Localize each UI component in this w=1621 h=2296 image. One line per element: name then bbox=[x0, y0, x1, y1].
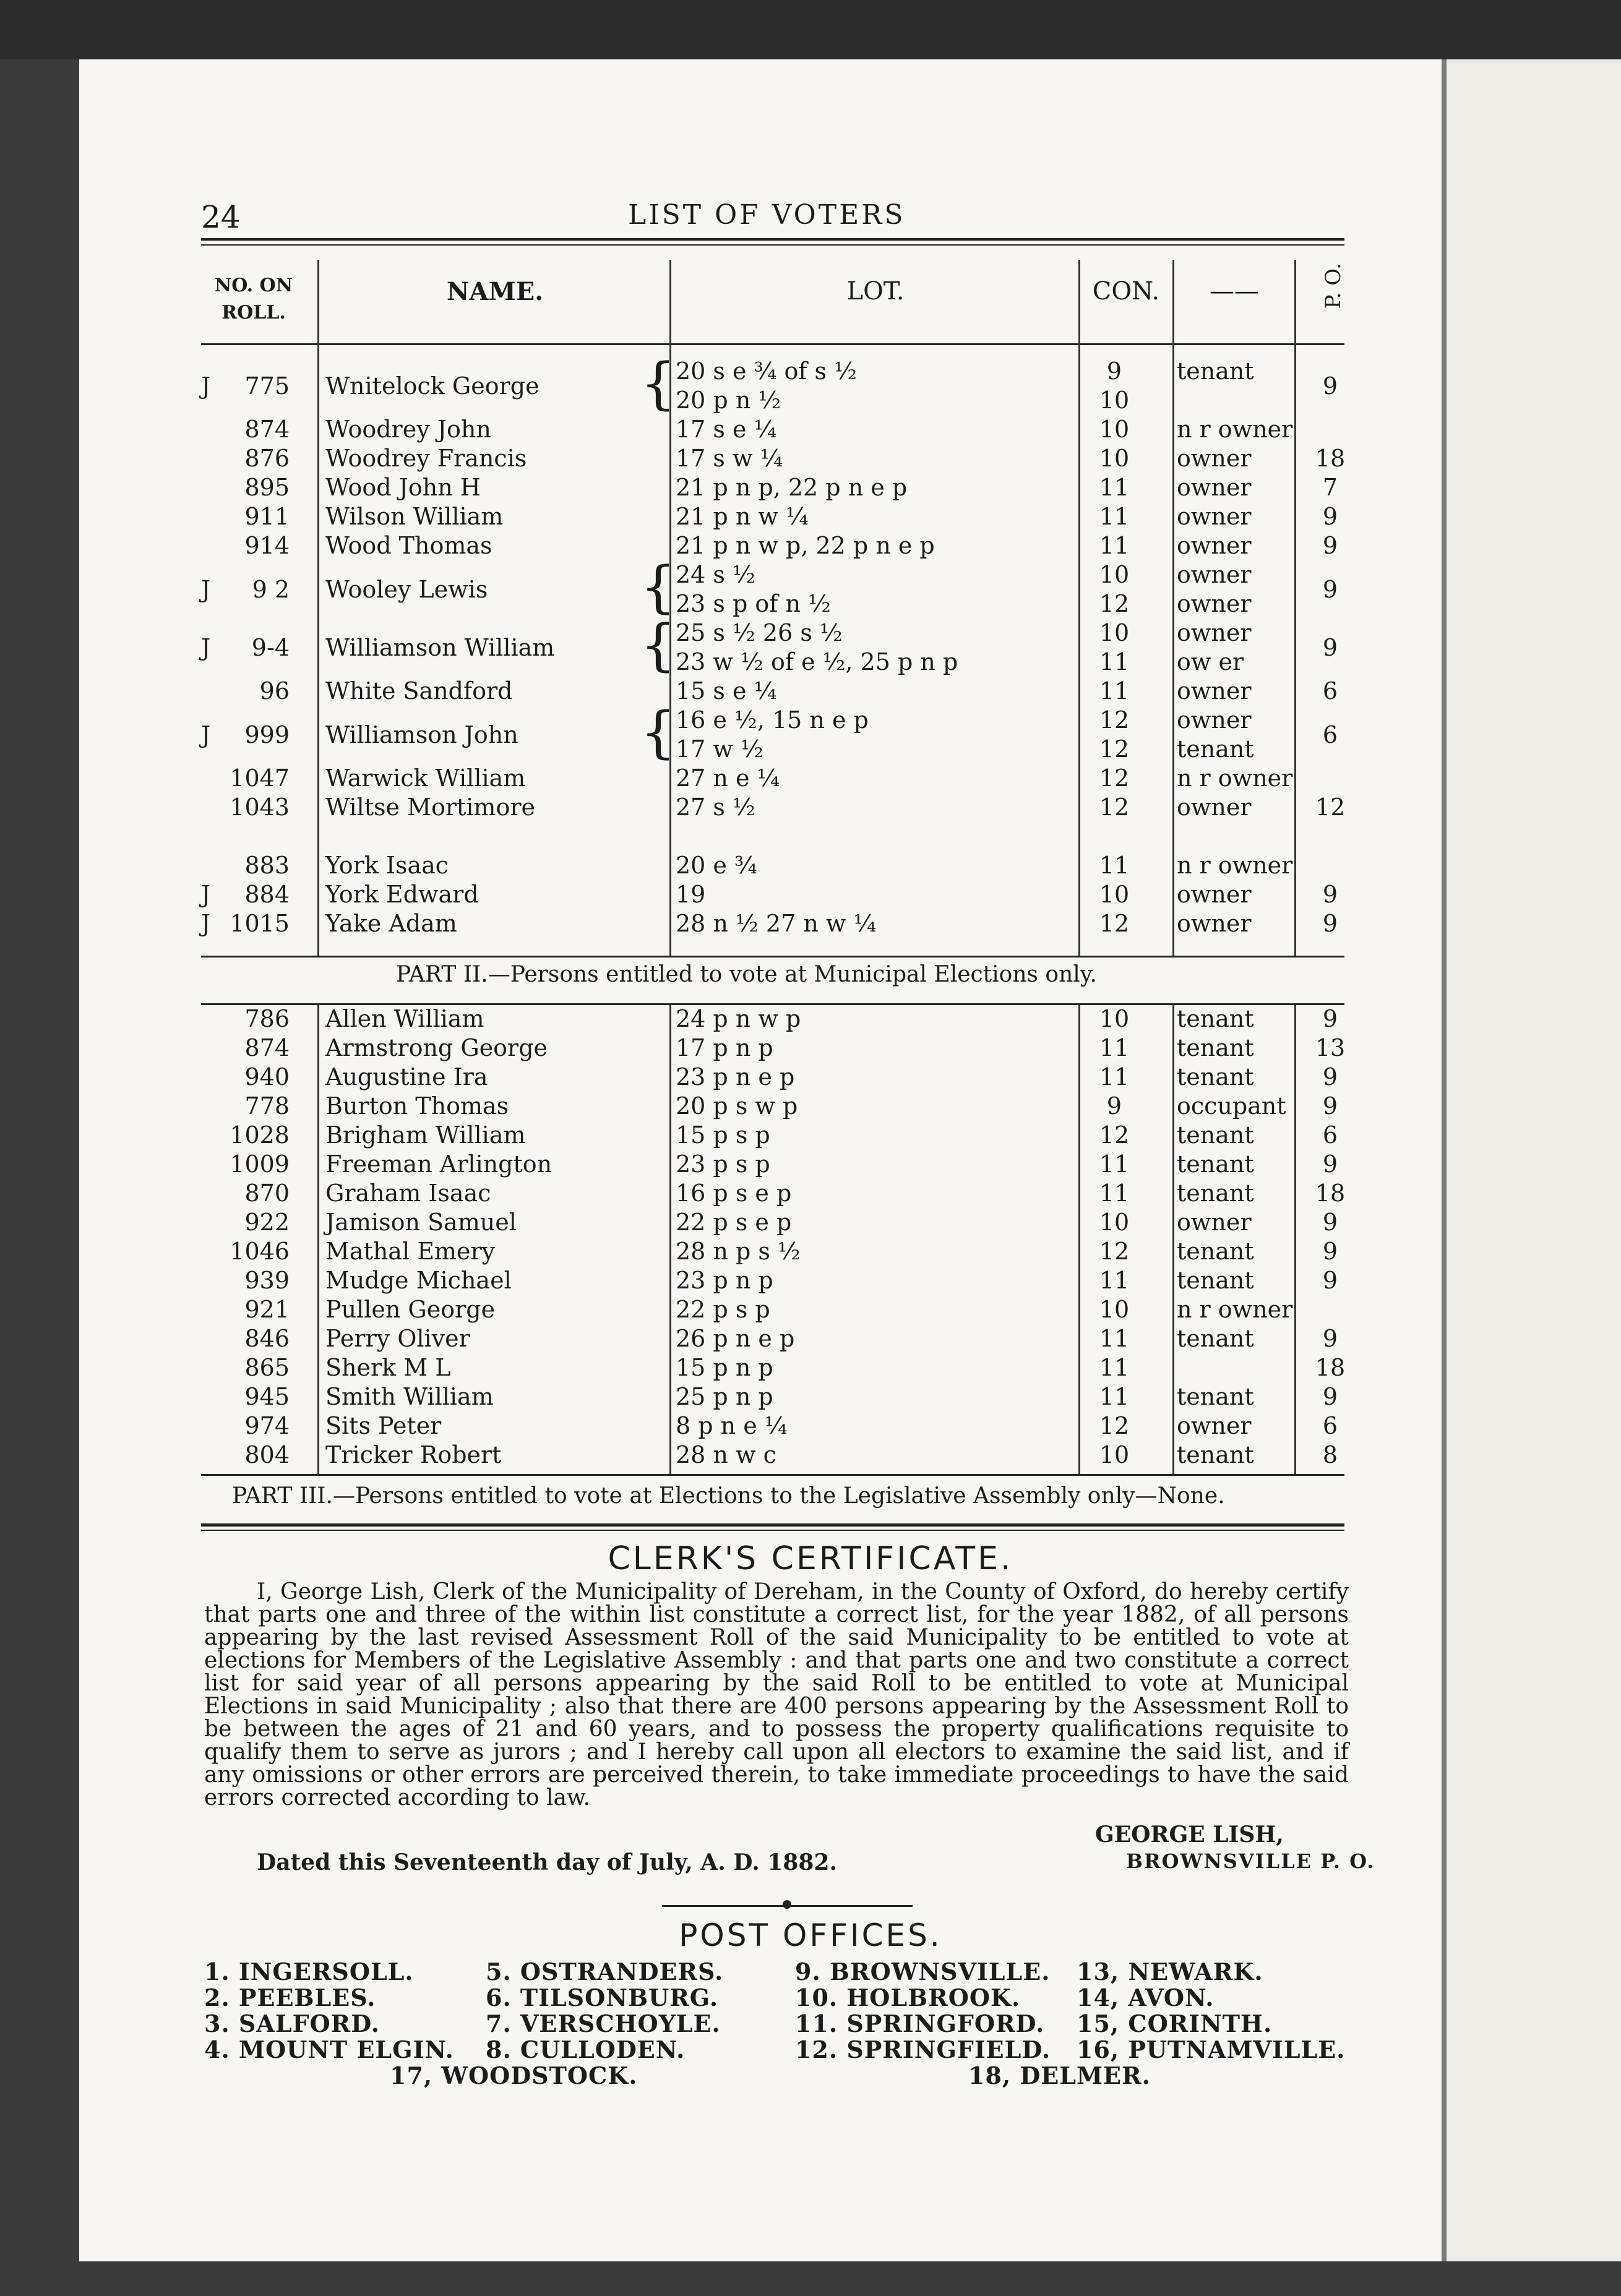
post-office-number: 9 bbox=[1322, 575, 1338, 603]
voter-name: Jamison Samuel bbox=[325, 1209, 517, 1236]
voter-name: Wiltse Mortimore bbox=[325, 794, 535, 821]
post-office-item: 6. TILSONBURG. bbox=[486, 1984, 719, 2011]
certificate-text: I, George Lish, Clerk of the Municipality of Dereham, in the County of Oxford, do hereby certify that parts one and three of the within list constitute a correct list, for the year 1882, of all persons appearing by the last revised Assessment Roll of the said Municipality to be entitled to vote at elections for Members of the Legislative Assembly : and that parts one and two constitute a correct list for said year of all persons appearing by the said Roll to be entitled to vote at Municipal Elections in said Municipality ; also that there are 400 persons appearing by the Assessment Roll to be between the ages of 21 and 60 years, and to possess the property qualifications requisite to qualify them to serve as jurors ; and I hereby call upon all electors to examine the said list, and if any omissions or other errors are perceived therein, to take immediate proceedings to have the said errors corrected according to law. bbox=[204, 1579, 1349, 1810]
post-office-number: 9 bbox=[1322, 1005, 1338, 1032]
status: owner bbox=[1177, 1412, 1252, 1439]
post-office-number: 18 bbox=[1315, 1354, 1346, 1381]
head-rule-top-thin bbox=[201, 244, 1344, 246]
header-no-on-roll bbox=[201, 272, 306, 327]
lot: 20 s e ¾ of s ½ bbox=[676, 358, 857, 385]
roll-number: 940 bbox=[244, 1063, 290, 1090]
part2-row bbox=[0, 1063, 1621, 1092]
lot: 15 s e ¼ bbox=[676, 677, 777, 705]
header-name: NAME. bbox=[446, 277, 544, 306]
status: owner bbox=[1177, 677, 1252, 705]
concession: 11 bbox=[1099, 852, 1130, 879]
post-office-number: 12 bbox=[1315, 794, 1346, 821]
status: n r owner bbox=[1177, 416, 1293, 443]
lot: 16 p s e p bbox=[676, 1180, 792, 1207]
lot: 24 p n w p bbox=[676, 1005, 801, 1032]
lot: 17 s e ¼ bbox=[676, 416, 777, 443]
concession: 11 bbox=[1099, 1063, 1130, 1090]
part2-row bbox=[0, 1209, 1621, 1238]
voter-name: Yake Adam bbox=[325, 910, 457, 937]
part2-row bbox=[0, 1267, 1621, 1296]
voter-name: Graham Isaac bbox=[325, 1180, 491, 1207]
part1-subrow bbox=[0, 735, 1621, 765]
lot: 20 p s w p bbox=[676, 1092, 798, 1120]
part1-subrow bbox=[0, 706, 1621, 735]
concession: 10 bbox=[1099, 1005, 1130, 1032]
part2-row bbox=[0, 1005, 1621, 1034]
status: tenant bbox=[1177, 358, 1254, 385]
concession: 12 bbox=[1099, 735, 1130, 763]
juror-mark: J bbox=[201, 721, 211, 748]
lot: 22 p s p bbox=[676, 1296, 770, 1323]
page-number: 24 bbox=[201, 199, 241, 235]
juror-mark: J bbox=[201, 575, 211, 603]
post-office-number: 9 bbox=[1322, 881, 1338, 908]
post-office-number: 6 bbox=[1322, 721, 1338, 748]
part1-subrow bbox=[0, 387, 1621, 416]
lot: 22 p s e p bbox=[676, 1209, 792, 1236]
post-office-item: 18, DELMER. bbox=[968, 2062, 1151, 2089]
row-brace: { bbox=[640, 700, 676, 765]
part1-subrow bbox=[0, 765, 1621, 794]
lot: 21 p n w ¼ bbox=[676, 503, 809, 530]
roll-number: 883 bbox=[244, 852, 290, 879]
row-brace: { bbox=[640, 351, 676, 416]
po-divider-right bbox=[789, 1905, 913, 1907]
voter-name: Sits Peter bbox=[325, 1412, 442, 1439]
lot: 20 p n ½ bbox=[676, 387, 781, 414]
header-po: P. O. bbox=[1321, 263, 1346, 309]
post-office-number: 9 bbox=[1322, 503, 1338, 530]
status: tenant bbox=[1177, 1063, 1254, 1090]
status: owner bbox=[1177, 445, 1252, 472]
certificate-title: CLERK'S CERTIFICATE. bbox=[608, 1540, 1013, 1577]
part2-row bbox=[0, 1238, 1621, 1267]
concession: 9 bbox=[1106, 358, 1122, 385]
concession: 11 bbox=[1099, 532, 1130, 559]
lot: 25 s ½ 26 s ½ bbox=[676, 619, 843, 646]
status: tenant bbox=[1177, 1325, 1254, 1352]
post-office-number: 8 bbox=[1322, 1441, 1338, 1468]
lot: 17 p n p bbox=[676, 1034, 773, 1061]
roll-number: 911 bbox=[244, 503, 290, 530]
lot: 28 n w c bbox=[676, 1441, 776, 1468]
lot: 23 w ½ of e ½, 25 p n p bbox=[676, 648, 958, 675]
roll-number: 895 bbox=[244, 474, 290, 501]
voter-name: York Isaac bbox=[325, 852, 449, 879]
voter-name: Wnitelock George bbox=[325, 372, 540, 400]
roll-number: 884 bbox=[244, 881, 290, 908]
juror-mark: J bbox=[201, 372, 211, 400]
lot: 15 p n p bbox=[676, 1354, 773, 1381]
lot: 23 p s p bbox=[676, 1150, 770, 1178]
concession: 10 bbox=[1099, 1296, 1130, 1323]
post-office-number: 9 bbox=[1322, 1209, 1338, 1236]
part1-subrow bbox=[0, 881, 1621, 910]
part2-row bbox=[0, 1034, 1621, 1063]
lot: 21 p n p, 22 p n e p bbox=[676, 474, 908, 501]
voter-name: Wilson William bbox=[325, 503, 504, 530]
po-divider-left bbox=[662, 1905, 786, 1907]
post-office-item: 5. OSTRANDERS. bbox=[486, 1958, 724, 1985]
concession: 11 bbox=[1099, 1267, 1130, 1294]
status: tenant bbox=[1177, 1238, 1254, 1265]
post-office-item: 11. SPRINGFORD. bbox=[795, 2010, 1045, 2037]
header-no-on-roll-line2: ROLL. bbox=[221, 302, 286, 323]
header-con: CON. bbox=[1092, 277, 1160, 306]
roll-number: 9 2 bbox=[252, 575, 290, 603]
status: occupant bbox=[1177, 1092, 1286, 1120]
roll-number: 775 bbox=[244, 372, 290, 400]
post-office-item: 2. PEEBLES. bbox=[204, 1984, 376, 2011]
status: owner bbox=[1177, 503, 1252, 530]
concession: 11 bbox=[1099, 1180, 1130, 1207]
voter-name: Wood Thomas bbox=[325, 532, 492, 559]
part2-row bbox=[0, 1121, 1621, 1150]
post-office-number: 9 bbox=[1322, 1150, 1338, 1178]
status: owner bbox=[1177, 474, 1252, 501]
roll-number: 9-4 bbox=[251, 633, 290, 661]
concession: 11 bbox=[1099, 1354, 1130, 1381]
concession: 11 bbox=[1099, 1034, 1130, 1061]
roll-number: 874 bbox=[244, 1034, 290, 1061]
post-office-number: 6 bbox=[1322, 677, 1338, 705]
lot: 28 n ½ 27 n w ¼ bbox=[676, 910, 877, 937]
part2-row bbox=[0, 1150, 1621, 1180]
roll-number: 870 bbox=[244, 1180, 290, 1207]
post-office-number: 18 bbox=[1315, 1180, 1346, 1207]
roll-number: 876 bbox=[244, 445, 290, 472]
concession: 12 bbox=[1099, 1238, 1130, 1265]
post-office-number: 9 bbox=[1322, 633, 1338, 661]
post-office-number: 9 bbox=[1322, 910, 1338, 937]
voter-name: Smith William bbox=[325, 1383, 494, 1410]
roll-number: 874 bbox=[244, 416, 290, 443]
roll-number: 999 bbox=[244, 721, 290, 748]
concession: 12 bbox=[1099, 910, 1130, 937]
voter-name: Allen William bbox=[325, 1005, 484, 1032]
roll-number: 846 bbox=[244, 1325, 290, 1352]
lot: 27 n e ¼ bbox=[676, 765, 780, 792]
roll-number: 1047 bbox=[230, 765, 290, 792]
part1-subrow bbox=[0, 910, 1621, 939]
lot: 8 p n e ¼ bbox=[676, 1412, 788, 1439]
part2-row bbox=[0, 1383, 1621, 1412]
status: owner bbox=[1177, 532, 1252, 559]
post-office-item: 3. SALFORD. bbox=[204, 2010, 381, 2037]
roll-number: 804 bbox=[244, 1441, 290, 1468]
head-rule-top bbox=[201, 238, 1344, 241]
concession: 10 bbox=[1099, 881, 1130, 908]
status: tenant bbox=[1177, 1441, 1254, 1468]
post-offices-title: POST OFFICES. bbox=[679, 1917, 942, 1953]
post-office-item: 7. VERSCHOYLE. bbox=[486, 2010, 721, 2037]
roll-number: 939 bbox=[244, 1267, 290, 1294]
concession: 10 bbox=[1099, 619, 1130, 646]
post-office-number: 9 bbox=[1322, 532, 1338, 559]
post-office-item: 8. CULLODEN. bbox=[486, 2036, 686, 2063]
voter-name: Wooley Lewis bbox=[325, 575, 488, 603]
po-divider-dot bbox=[783, 1900, 791, 1909]
roll-number: 1028 bbox=[230, 1121, 290, 1149]
lot: 25 p n p bbox=[676, 1383, 773, 1410]
row-brace: { bbox=[640, 613, 676, 678]
part2-row bbox=[0, 1092, 1621, 1121]
lot: 27 s ½ bbox=[676, 794, 755, 821]
part1-subrow bbox=[0, 619, 1621, 648]
part1-subrow bbox=[0, 358, 1621, 387]
concession: 10 bbox=[1099, 445, 1130, 472]
part2-end-rule bbox=[201, 1474, 1344, 1476]
voter-name: Burton Thomas bbox=[325, 1092, 509, 1120]
part2-heading: PART II.—Persons entitled to vote at Municipal Elections only. bbox=[396, 962, 1097, 987]
part3-heading: PART III.—Persons entitled to vote at Elections to the Legislative Assembly only—None. bbox=[232, 1483, 1225, 1509]
part1-subrow bbox=[0, 852, 1621, 881]
status: owner bbox=[1177, 794, 1252, 821]
part1-subrow bbox=[0, 532, 1621, 561]
roll-number: 96 bbox=[259, 677, 290, 705]
certificate-body bbox=[204, 1580, 1349, 1809]
status: tenant bbox=[1177, 1034, 1254, 1061]
lot: 23 p n e p bbox=[676, 1063, 795, 1090]
header-no-on-roll-line1: NO. ON bbox=[214, 275, 293, 296]
status: tenant bbox=[1177, 1383, 1254, 1410]
lot: 19 bbox=[676, 881, 706, 908]
running-head: LIST OF VOTERS bbox=[628, 199, 906, 231]
status: owner bbox=[1177, 590, 1252, 617]
lot: 20 e ¾ bbox=[676, 852, 757, 879]
roll-number: 974 bbox=[244, 1412, 290, 1439]
post-office-number: 13 bbox=[1315, 1034, 1346, 1061]
roll-number: 1015 bbox=[230, 910, 290, 937]
part1-subrow bbox=[0, 590, 1621, 619]
voter-name: Armstrong George bbox=[325, 1034, 548, 1061]
certificate-date: Dated this Seventeenth day of July, A. D. 1882. bbox=[257, 1849, 838, 1875]
lot: 17 w ½ bbox=[676, 735, 763, 763]
status: tenant bbox=[1177, 1180, 1254, 1207]
post-office-item: 12. SPRINGFIELD. bbox=[795, 2036, 1051, 2063]
certificate-address: BROWNSVILLE P. O. bbox=[1126, 1849, 1375, 1873]
status: tenant bbox=[1177, 1150, 1254, 1178]
post-office-number: 7 bbox=[1322, 474, 1338, 501]
lot: 21 p n w p, 22 p n e p bbox=[676, 532, 935, 559]
concession: 9 bbox=[1106, 1092, 1122, 1120]
concession: 11 bbox=[1099, 1383, 1130, 1410]
part1-subrow bbox=[0, 503, 1621, 532]
lot: 28 n p s ½ bbox=[676, 1238, 801, 1265]
scan-border-top bbox=[0, 0, 1621, 59]
voter-name: Perry Oliver bbox=[325, 1325, 470, 1352]
roll-number: 1043 bbox=[230, 794, 290, 821]
voter-name: Mathal Emery bbox=[325, 1238, 496, 1265]
header-status: —— bbox=[1210, 277, 1259, 306]
status: n r owner bbox=[1177, 765, 1293, 792]
status: ow er bbox=[1177, 648, 1244, 675]
part1-subrow bbox=[0, 794, 1621, 823]
header-lot: LOT. bbox=[846, 277, 905, 306]
row-brace: { bbox=[640, 555, 676, 620]
status: n r owner bbox=[1177, 1296, 1293, 1323]
part1-subrow bbox=[0, 416, 1621, 445]
concession: 12 bbox=[1099, 1412, 1130, 1439]
part1-subrow bbox=[0, 561, 1621, 590]
voter-name: Brigham William bbox=[325, 1121, 526, 1149]
voter-name: Augustine Ira bbox=[325, 1063, 488, 1090]
status: tenant bbox=[1177, 1005, 1254, 1032]
concession: 11 bbox=[1099, 648, 1130, 675]
concession: 10 bbox=[1099, 387, 1130, 414]
roll-number: 914 bbox=[244, 532, 290, 559]
post-office-item: 4. MOUNT ELGIN. bbox=[204, 2036, 454, 2063]
post-office-item: 17, WOODSTOCK. bbox=[390, 2062, 638, 2089]
concession: 10 bbox=[1099, 1441, 1130, 1468]
status: owner bbox=[1177, 1209, 1252, 1236]
post-office-number: 9 bbox=[1322, 1383, 1338, 1410]
post-office-number: 9 bbox=[1322, 1063, 1338, 1090]
concession: 11 bbox=[1099, 1325, 1130, 1352]
voter-name: Sherk M L bbox=[325, 1354, 451, 1381]
roll-number: 945 bbox=[244, 1383, 290, 1410]
status: tenant bbox=[1177, 1121, 1254, 1149]
post-office-item: 9. BROWNSVILLE. bbox=[795, 1958, 1051, 1985]
post-office-item: 1. INGERSOLL. bbox=[204, 1958, 414, 1985]
status: n r owner bbox=[1177, 852, 1293, 879]
post-office-number: 9 bbox=[1322, 372, 1338, 400]
part1-subrow bbox=[0, 474, 1621, 503]
status: tenant bbox=[1177, 735, 1254, 763]
status: tenant bbox=[1177, 1267, 1254, 1294]
status: owner bbox=[1177, 881, 1252, 908]
voter-name: Tricker Robert bbox=[325, 1441, 502, 1468]
lot: 17 s w ¼ bbox=[676, 445, 783, 472]
concession: 10 bbox=[1099, 561, 1130, 588]
part1-subrow bbox=[0, 445, 1621, 474]
voter-name: Williamson William bbox=[325, 633, 555, 661]
lot: 16 e ½, 15 n e p bbox=[676, 706, 869, 734]
status: owner bbox=[1177, 619, 1252, 646]
part1-subrow bbox=[0, 677, 1621, 706]
roll-number: 865 bbox=[244, 1354, 290, 1381]
concession: 11 bbox=[1099, 677, 1130, 705]
lot: 23 s p of n ½ bbox=[676, 590, 831, 617]
voter-name: Mudge Michael bbox=[325, 1267, 512, 1294]
roll-number: 786 bbox=[244, 1005, 290, 1032]
part2-row bbox=[0, 1180, 1621, 1209]
juror-mark: J bbox=[201, 633, 211, 661]
concession: 12 bbox=[1099, 794, 1130, 821]
post-office-item: 15, CORINTH. bbox=[1077, 2010, 1273, 2037]
roll-number: 1009 bbox=[230, 1150, 290, 1178]
roll-number: 1046 bbox=[230, 1238, 290, 1265]
lot: 24 s ½ bbox=[676, 561, 755, 588]
voter-name: York Edward bbox=[325, 881, 479, 908]
post-office-number: 18 bbox=[1315, 445, 1346, 472]
juror-mark: J bbox=[201, 881, 211, 908]
voter-name: Freeman Arlington bbox=[325, 1150, 553, 1178]
post-office-item: 16, PUTNAMVILLE. bbox=[1077, 2036, 1346, 2063]
part2-row bbox=[0, 1296, 1621, 1325]
concession: 12 bbox=[1099, 765, 1130, 792]
part1-subrow bbox=[0, 648, 1621, 677]
voter-name: Woodrey Francis bbox=[325, 445, 527, 472]
lot: 15 p s p bbox=[676, 1121, 770, 1149]
voter-name: Pullen George bbox=[325, 1296, 496, 1323]
post-office-item: 13, NEWARK. bbox=[1077, 1958, 1263, 1985]
voter-name: Williamson John bbox=[325, 721, 518, 748]
roll-number: 921 bbox=[244, 1296, 290, 1323]
lot: 23 p n p bbox=[676, 1267, 773, 1294]
status: owner bbox=[1177, 706, 1252, 734]
post-office-number: 6 bbox=[1322, 1121, 1338, 1149]
post-office-item: 14, AVON. bbox=[1077, 1984, 1215, 2011]
roll-number: 778 bbox=[244, 1092, 290, 1120]
part2-row bbox=[0, 1412, 1621, 1441]
post-office-number: 9 bbox=[1322, 1092, 1338, 1120]
part2-row bbox=[0, 1325, 1621, 1354]
post-office-number: 9 bbox=[1322, 1325, 1338, 1352]
lot: 26 p n e p bbox=[676, 1325, 795, 1352]
post-office-item: 10. HOLBROOK. bbox=[795, 1984, 1021, 2011]
voter-name: Woodrey John bbox=[325, 416, 491, 443]
certificate-signature: GEORGE LISH, bbox=[1095, 1822, 1284, 1848]
voter-name: Warwick William bbox=[325, 765, 526, 792]
concession: 11 bbox=[1099, 474, 1130, 501]
part1-end-rule bbox=[201, 956, 1344, 957]
juror-mark: J bbox=[201, 910, 211, 937]
voter-name: White Sandford bbox=[325, 677, 513, 705]
concession: 12 bbox=[1099, 590, 1130, 617]
voter-name: Wood John H bbox=[325, 474, 481, 501]
post-office-number: 9 bbox=[1322, 1238, 1338, 1265]
concession: 10 bbox=[1099, 416, 1130, 443]
post-office-number: 9 bbox=[1322, 1267, 1338, 1294]
part2-row bbox=[0, 1354, 1621, 1383]
concession: 11 bbox=[1099, 503, 1130, 530]
concession: 12 bbox=[1099, 1121, 1130, 1149]
status: owner bbox=[1177, 910, 1252, 937]
part3-rule-thin bbox=[201, 1530, 1344, 1531]
concession: 10 bbox=[1099, 1209, 1130, 1236]
part2-row bbox=[0, 1441, 1621, 1470]
concession: 12 bbox=[1099, 706, 1130, 734]
status: owner bbox=[1177, 561, 1252, 588]
post-office-number: 6 bbox=[1322, 1412, 1338, 1439]
part3-rule-thick bbox=[201, 1523, 1344, 1527]
concession: 11 bbox=[1099, 1150, 1130, 1178]
roll-number: 922 bbox=[244, 1209, 290, 1236]
